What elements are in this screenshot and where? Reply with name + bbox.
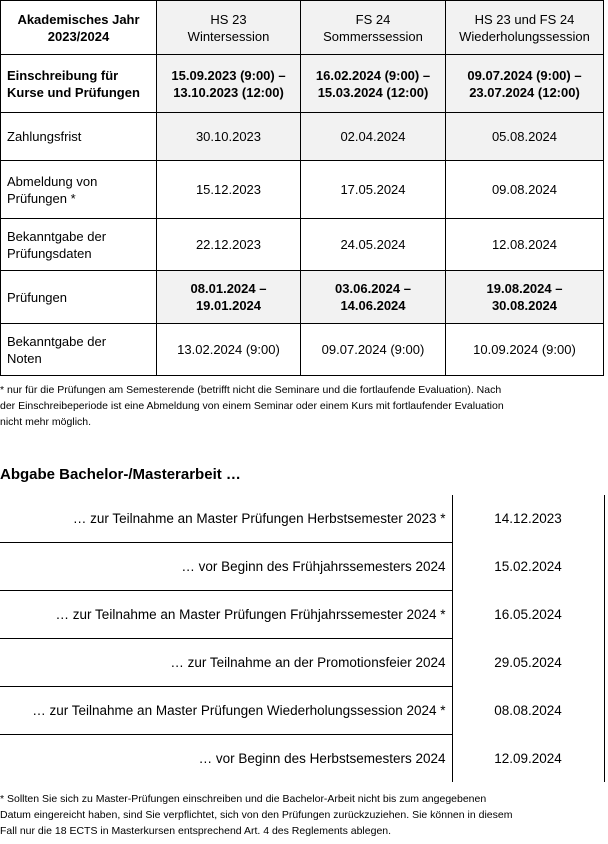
thesis-section-title: Abgabe Bachelor-/Masterarbeit … <box>0 466 241 483</box>
schedule-table <box>0 0 604 376</box>
table-cell: 09.08.2024 <box>446 161 604 219</box>
thesis-row-date: 14.12.2023 <box>452 495 604 543</box>
table-cell: 30.10.2023 <box>157 113 301 161</box>
table-cell: 15.12.2023 <box>157 161 301 219</box>
table-cell: 10.09.2024 (9:00) <box>446 324 604 376</box>
table-row <box>1 219 604 271</box>
table-row <box>1 113 604 161</box>
row-label-deregistration: Abmeldung von Prüfungen * <box>1 161 157 219</box>
schedule-header-row <box>1 1 604 55</box>
row-label-exam-dates: Bekanntgabe der Prüfungsdaten <box>1 219 157 271</box>
thesis-row-text: … vor Beginn des Frühjahrssemesters 2024 <box>0 543 452 591</box>
table-row <box>0 639 608 687</box>
thesis-row-date: 29.05.2024 <box>452 639 604 687</box>
table-row <box>0 687 608 735</box>
row-label-registration: Einschreibung für Kurse und Prüfungen <box>1 55 157 113</box>
table-cell: 05.08.2024 <box>446 113 604 161</box>
table-cell: 19.08.2024 – 30.08.2024 <box>446 271 604 324</box>
table-cell: 16.02.2024 (9:00) – 15.03.2024 (12:00) <box>301 55 446 113</box>
thesis-row-date: 16.05.2024 <box>452 591 604 639</box>
thesis-row-date: 12.09.2024 <box>452 735 604 783</box>
row-label-payment-deadline: Zahlungsfrist <box>1 113 157 161</box>
thesis-row-date: 15.02.2024 <box>452 543 604 591</box>
table-cell: 09.07.2024 (9:00) – 23.07.2024 (12:00) <box>446 55 604 113</box>
thesis-deadline-table <box>0 495 608 782</box>
table-row <box>0 735 608 783</box>
header-winter-session: HS 23 Wintersession <box>157 1 301 55</box>
thesis-row-text: … zur Teilnahme an Master Prüfungen Frühjahrssemester 2024 * <box>0 591 452 639</box>
table-cell: 03.06.2024 – 14.06.2024 <box>301 271 446 324</box>
thesis-footnote: * Sollten Sie sich zu Master-Prüfungen einschreiben und die Bachelor-Arbeit nicht bis zum angegebenen Datum eingereicht haben, sind Sie verpflichtet, sich von den Prüfungen zurückzuziehen. Sie können in diesem Fall nur die 18 ECTS in Masterkursen entsprechend Art. 4 des Reglements ablegen. <box>0 793 513 837</box>
header-repeat-session: HS 23 und FS 24 Wiederholungssession <box>446 1 604 55</box>
table-row <box>1 55 604 113</box>
schedule-footnote: * nur für die Prüfungen am Semesterende (betrifft nicht die Seminare und die fortlaufende Evaluation). Nach der Einschreibeperiode ist eine Abmeldung von einem Seminar oder einem Kurs mit fortlaufender Evaluation nicht mehr möglich. <box>0 384 504 428</box>
table-cell: 02.04.2024 <box>301 113 446 161</box>
table-cell: 12.08.2024 <box>446 219 604 271</box>
row-label-exams: Prüfungen <box>1 271 157 324</box>
table-row <box>1 271 604 324</box>
table-cell: 15.09.2023 (9:00) – 13.10.2023 (12:00) <box>157 55 301 113</box>
thesis-row-text: … zur Teilnahme an Master Prüfungen Wiederholungssession 2024 * <box>0 687 452 735</box>
thesis-row-text: … zur Teilnahme an der Promotionsfeier 2024 <box>0 639 452 687</box>
table-row <box>0 543 608 591</box>
thesis-row-text: … zur Teilnahme an Master Prüfungen Herbstsemester 2023 * <box>0 495 452 543</box>
thesis-row-text: … vor Beginn des Herbstsemesters 2024 <box>0 735 452 783</box>
row-label-grades: Bekanntgabe der Noten <box>1 324 157 376</box>
table-cell: 17.05.2024 <box>301 161 446 219</box>
table-row <box>0 591 608 639</box>
table-cell: 13.02.2024 (9:00) <box>157 324 301 376</box>
table-cell: 09.07.2024 (9:00) <box>301 324 446 376</box>
header-academic-year: Akademisches Jahr 2023/2024 <box>1 1 157 55</box>
table-cell: 24.05.2024 <box>301 219 446 271</box>
table-row <box>0 495 608 543</box>
table-cell: 08.01.2024 – 19.01.2024 <box>157 271 301 324</box>
table-cell: 22.12.2023 <box>157 219 301 271</box>
table-row <box>1 161 604 219</box>
thesis-row-date: 08.08.2024 <box>452 687 604 735</box>
header-summer-session: FS 24 Sommerssession <box>301 1 446 55</box>
table-row <box>1 324 604 376</box>
